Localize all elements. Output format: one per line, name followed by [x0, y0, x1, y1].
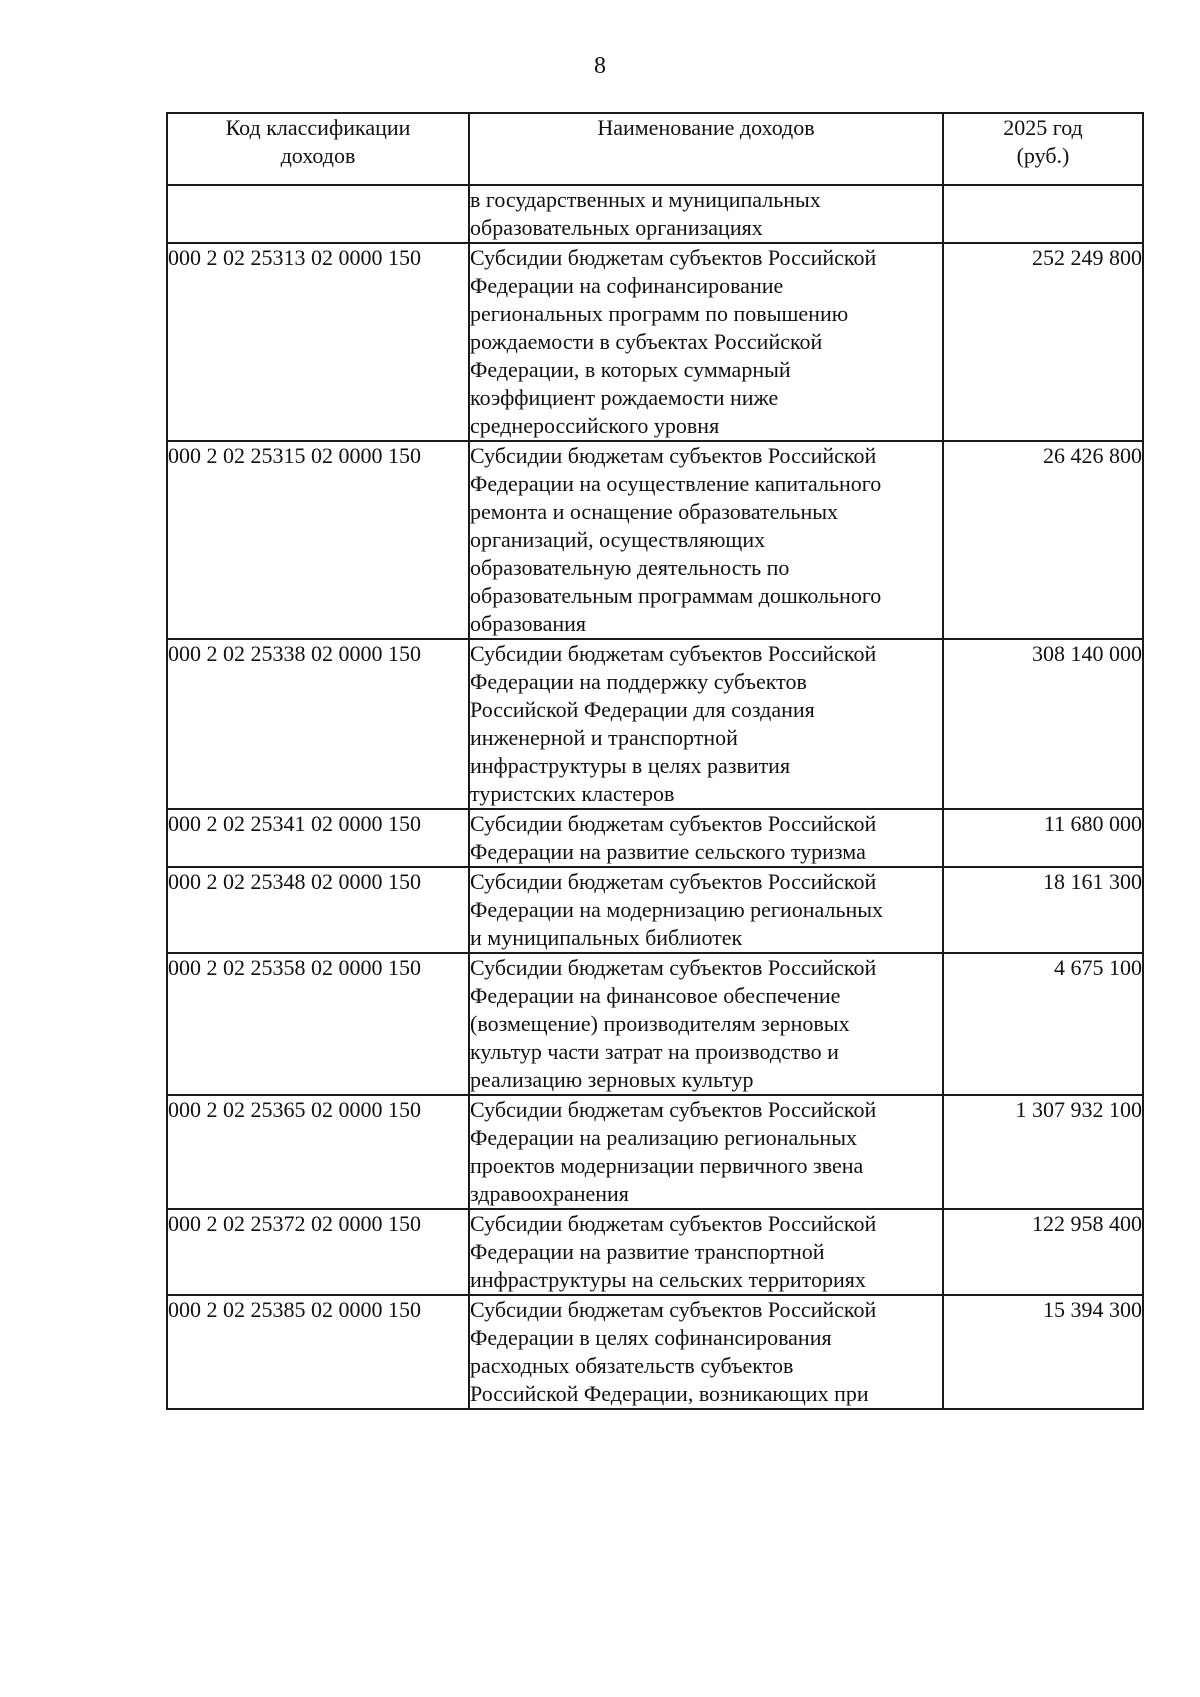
table-row — [167, 867, 1143, 953]
income-name — [469, 243, 943, 441]
income-name-line: среднероссийского уровня — [470, 413, 720, 438]
table-body — [167, 185, 1143, 1409]
income-name-line: коэффициент рождаемости ниже — [470, 385, 779, 410]
income-name-line: здравоохранения — [470, 1181, 629, 1206]
income-name-line: образовательных организациях — [470, 215, 763, 240]
income-name-line: расходных обязательств субъектов — [470, 1353, 794, 1378]
income-name — [469, 441, 943, 639]
income-name-line: культур части затрат на производство и — [470, 1039, 839, 1064]
income-amount: 4 675 100 — [943, 953, 1143, 1095]
income-name-line: Субсидии бюджетам субъектов Российской — [470, 869, 877, 894]
income-name-line: проектов модернизации первичного звена — [470, 1153, 864, 1178]
income-code: 000 2 02 25338 02 0000 150 — [167, 639, 469, 809]
income-name-line: реализацию зерновых культур — [470, 1067, 754, 1092]
income-name-line: Субсидии бюджетам субъектов Российской — [470, 955, 877, 980]
income-table — [166, 112, 1144, 1410]
income-name-line: Федерации на софинансирование — [470, 273, 784, 298]
income-name-line: ремонта и оснащение образовательных — [470, 499, 839, 524]
table-row — [167, 809, 1143, 867]
income-name-line: Субсидии бюджетам субъектов Российской — [470, 245, 877, 270]
header-code-line-1: Код классификации — [225, 115, 411, 140]
income-name-line: инфраструктуры на сельских территориях — [470, 1267, 866, 1292]
income-name-line: Российской Федерации для создания — [470, 697, 815, 722]
income-name-line: Федерации, в которых суммарный — [470, 357, 791, 382]
income-name — [469, 185, 943, 243]
income-name-line: Федерации на развитие транспортной — [470, 1239, 825, 1264]
income-name-line: Субсидии бюджетам субъектов Российской — [470, 1097, 877, 1122]
income-code: 000 2 02 25385 02 0000 150 — [167, 1295, 469, 1409]
income-name-line: Российской Федерации, возникающих при — [470, 1381, 869, 1406]
income-name-line: Федерации на финансовое обеспечение — [470, 983, 841, 1008]
income-name-line: Федерации на развитие сельского туризма — [470, 839, 866, 864]
income-name-line: в государственных и муниципальных — [470, 187, 821, 212]
income-code: 000 2 02 25365 02 0000 150 — [167, 1095, 469, 1209]
table-row — [167, 639, 1143, 809]
income-code: 000 2 02 25358 02 0000 150 — [167, 953, 469, 1095]
income-code — [167, 185, 469, 243]
table-row — [167, 1095, 1143, 1209]
income-name-line: Субсидии бюджетам субъектов Российской — [470, 641, 877, 666]
income-name-line: Федерации на модернизацию региональных — [470, 897, 884, 922]
table-row — [167, 441, 1143, 639]
income-name-line: рождаемости в субъектах Российской — [470, 329, 823, 354]
income-name-line: организаций, осуществляющих — [470, 527, 766, 552]
income-amount: 11 680 000 — [943, 809, 1143, 867]
header-amount — [943, 113, 1143, 185]
income-name-line: региональных программ по повышению — [470, 301, 849, 326]
income-code: 000 2 02 25348 02 0000 150 — [167, 867, 469, 953]
income-amount: 1 307 932 100 — [943, 1095, 1143, 1209]
income-name-line: Федерации на осуществление капитального — [470, 471, 882, 496]
income-code: 000 2 02 25341 02 0000 150 — [167, 809, 469, 867]
table-row — [167, 185, 1143, 243]
income-name — [469, 867, 943, 953]
header-code-line-2: доходов — [280, 143, 356, 168]
table-row — [167, 953, 1143, 1095]
income-name-line: инфраструктуры в целях развития — [470, 753, 791, 778]
income-name-line: туристских кластеров — [470, 781, 675, 806]
header-amount-line-1: 2025 год — [1003, 115, 1083, 140]
income-amount: 26 426 800 — [943, 441, 1143, 639]
income-name-line: образования — [470, 611, 587, 636]
page-number: 8 — [594, 53, 606, 79]
income-name-line: Субсидии бюджетам субъектов Российской — [470, 443, 877, 468]
table-header-row — [167, 113, 1143, 185]
header-name: Наименование доходов — [469, 113, 943, 185]
table-row — [167, 1295, 1143, 1409]
income-code: 000 2 02 25315 02 0000 150 — [167, 441, 469, 639]
income-amount: 15 394 300 — [943, 1295, 1143, 1409]
income-name-line: Федерации на реализацию региональных — [470, 1125, 857, 1150]
income-name-line: Субсидии бюджетам субъектов Российской — [470, 811, 877, 836]
income-name — [469, 639, 943, 809]
income-name — [469, 1095, 943, 1209]
income-amount: 18 161 300 — [943, 867, 1143, 953]
income-name — [469, 953, 943, 1095]
table-row — [167, 1209, 1143, 1295]
income-name — [469, 809, 943, 867]
income-name-line: инженерной и транспортной — [470, 725, 738, 750]
income-code: 000 2 02 25372 02 0000 150 — [167, 1209, 469, 1295]
income-name-line: образовательную деятельность по — [470, 555, 790, 580]
table-row — [167, 243, 1143, 441]
income-amount: 122 958 400 — [943, 1209, 1143, 1295]
income-amount: 308 140 000 — [943, 639, 1143, 809]
header-code — [167, 113, 469, 185]
income-name-line: и муниципальных библиотек — [470, 925, 743, 950]
income-name — [469, 1209, 943, 1295]
header-amount-line-2: (руб.) — [1016, 143, 1070, 168]
income-name-line: образовательным программам дошкольного — [470, 583, 882, 608]
income-name-line: Субсидии бюджетам субъектов Российской — [470, 1211, 877, 1236]
income-code: 000 2 02 25313 02 0000 150 — [167, 243, 469, 441]
income-name-line: Федерации на поддержку субъектов — [470, 669, 807, 694]
income-name-line: Субсидии бюджетам субъектов Российской — [470, 1297, 877, 1322]
income-name — [469, 1295, 943, 1409]
income-amount — [943, 185, 1143, 243]
income-name-line: (возмещение) производителям зерновых — [470, 1011, 850, 1036]
income-amount: 252 249 800 — [943, 243, 1143, 441]
income-name-line: Федерации в целях софинансирования — [470, 1325, 832, 1350]
